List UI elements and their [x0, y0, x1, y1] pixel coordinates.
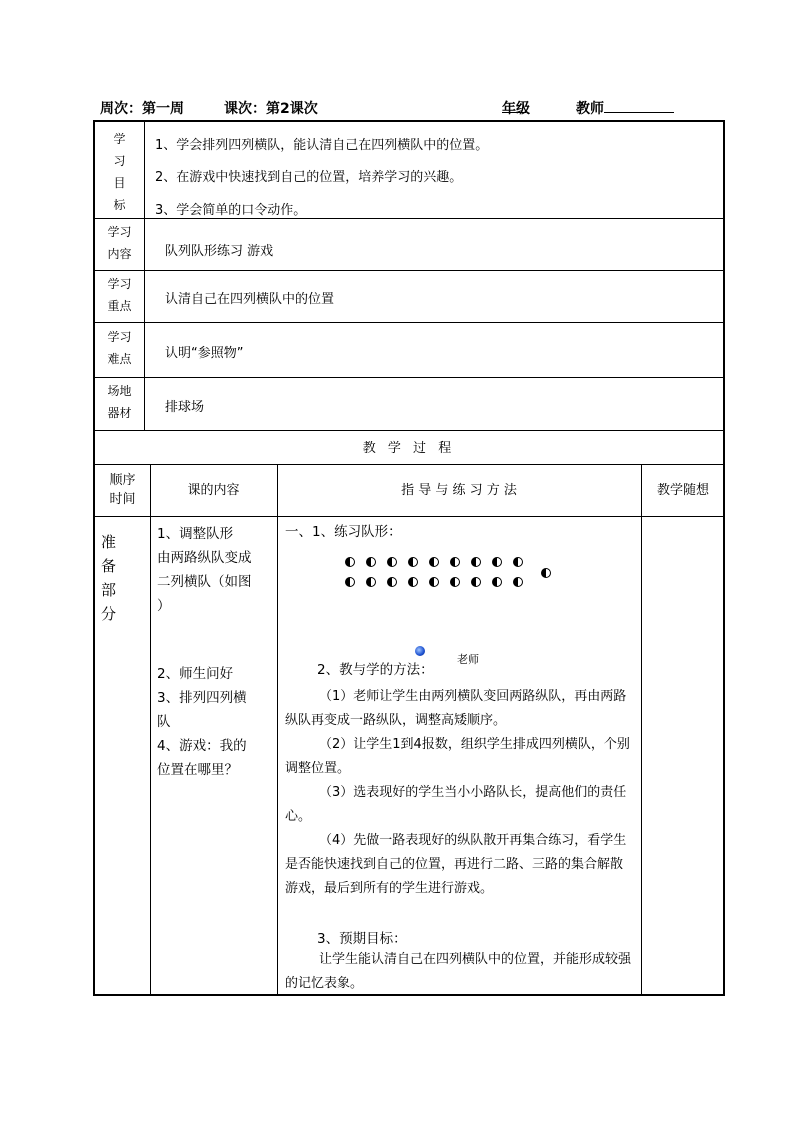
- method-paragraph-3: （3）选表现好的学生当小小路队长，提高他们的责任心。: [285, 785, 627, 824]
- student-icon: [429, 577, 439, 587]
- teacher-label: 老师: [457, 653, 479, 666]
- student-icon: [366, 577, 376, 587]
- student-icon: [387, 557, 397, 567]
- venue-text: 排球场: [165, 400, 205, 415]
- student-icon: [471, 577, 481, 587]
- method-heading-1: 一、1、练习队形：: [285, 524, 402, 540]
- process-title: 教 学 过 程: [362, 441, 456, 456]
- venue-label: 场地 器材: [107, 384, 132, 420]
- student-icon: [408, 557, 418, 567]
- student-icon: [429, 557, 439, 567]
- method-paragraph-2: （2）让学生1到4报数，组织学生排成四列横队，个别调整位置。: [285, 737, 630, 776]
- student-icon: [541, 568, 551, 578]
- student-icon: [492, 577, 502, 587]
- method-heading-2: 2、教与学的方法：: [317, 662, 434, 678]
- method-paragraph-5: 让学生能认清自己在四列横队中的位置，并能形成较强的记忆表象。: [285, 952, 632, 991]
- student-icon: [450, 577, 460, 587]
- student-icon: [345, 577, 355, 587]
- lesson-plan-table: [93, 120, 725, 996]
- student-icon: [513, 577, 523, 587]
- difficulty-label: 学习 难点: [107, 330, 132, 366]
- lesson-item-1: 1、调整队形 由两路纵队变成 二列横队（如图 ）: [157, 526, 252, 614]
- content-label: 学习 内容: [107, 225, 132, 261]
- student-icon: [366, 557, 376, 567]
- method-paragraph-1: （1）老师让学生由两列横队变回两路纵队，再由两路纵队再变成一路纵队，调整高矮顺序。: [285, 689, 627, 728]
- teacher-blank[interactable]: [604, 98, 674, 113]
- keypoint-text: 认清自己在四列横队中的位置: [165, 292, 335, 307]
- method-heading-3: 3、预期目标：: [317, 931, 407, 947]
- objective-item: 1、学会排列四列横队，能认清自己在四列横队中的位置。: [155, 138, 489, 153]
- student-icon: [513, 557, 523, 567]
- keypoint-label: 学习 重点: [107, 277, 132, 313]
- lesson-content-header: 课的内容: [187, 483, 240, 498]
- page-header: [100, 98, 680, 118]
- teacher-icon: [415, 646, 425, 656]
- objectives-label: 学 习 目 标: [113, 132, 126, 212]
- student-icon: [492, 557, 502, 567]
- section-name: 准 备 部 分: [101, 533, 117, 623]
- week-label: 周次：第一周: [100, 101, 184, 117]
- objective-item: 3、学会简单的口令动作。: [155, 203, 307, 218]
- objective-item: 2、在游戏中快速找到自己的位置，培养学习的兴趣。: [155, 170, 463, 185]
- order-time-header: 顺序 时间: [109, 473, 136, 507]
- student-icon: [345, 557, 355, 567]
- notes-header: 教学随想: [656, 483, 709, 498]
- lesson-item-2: 2、师生问好 3、排列四列横 队 4、游戏：我的 位置在哪里？: [157, 666, 247, 778]
- grade-field: 年级: [502, 98, 530, 118]
- method-header: 指 导 与 练 习 方 法: [401, 483, 517, 498]
- content-text: 队列队形练习 游戏: [165, 244, 274, 259]
- lesson-label: 课次：第2课次: [224, 101, 318, 117]
- student-icon: [387, 577, 397, 587]
- method-paragraph-4: （4）先做一路表现好的纵队散开再集合练习，看学生是否能快速找到自己的位置，再进行二路、三路的集合解散游戏，最后到所有的学生进行游戏。: [285, 833, 627, 896]
- difficulty-text: 认明“参照物”: [165, 346, 244, 361]
- student-icon: [471, 557, 481, 567]
- teacher-field: 教师: [576, 98, 604, 118]
- student-icon: [408, 577, 418, 587]
- student-icon: [450, 557, 460, 567]
- grade-blank[interactable]: [502, 98, 526, 113]
